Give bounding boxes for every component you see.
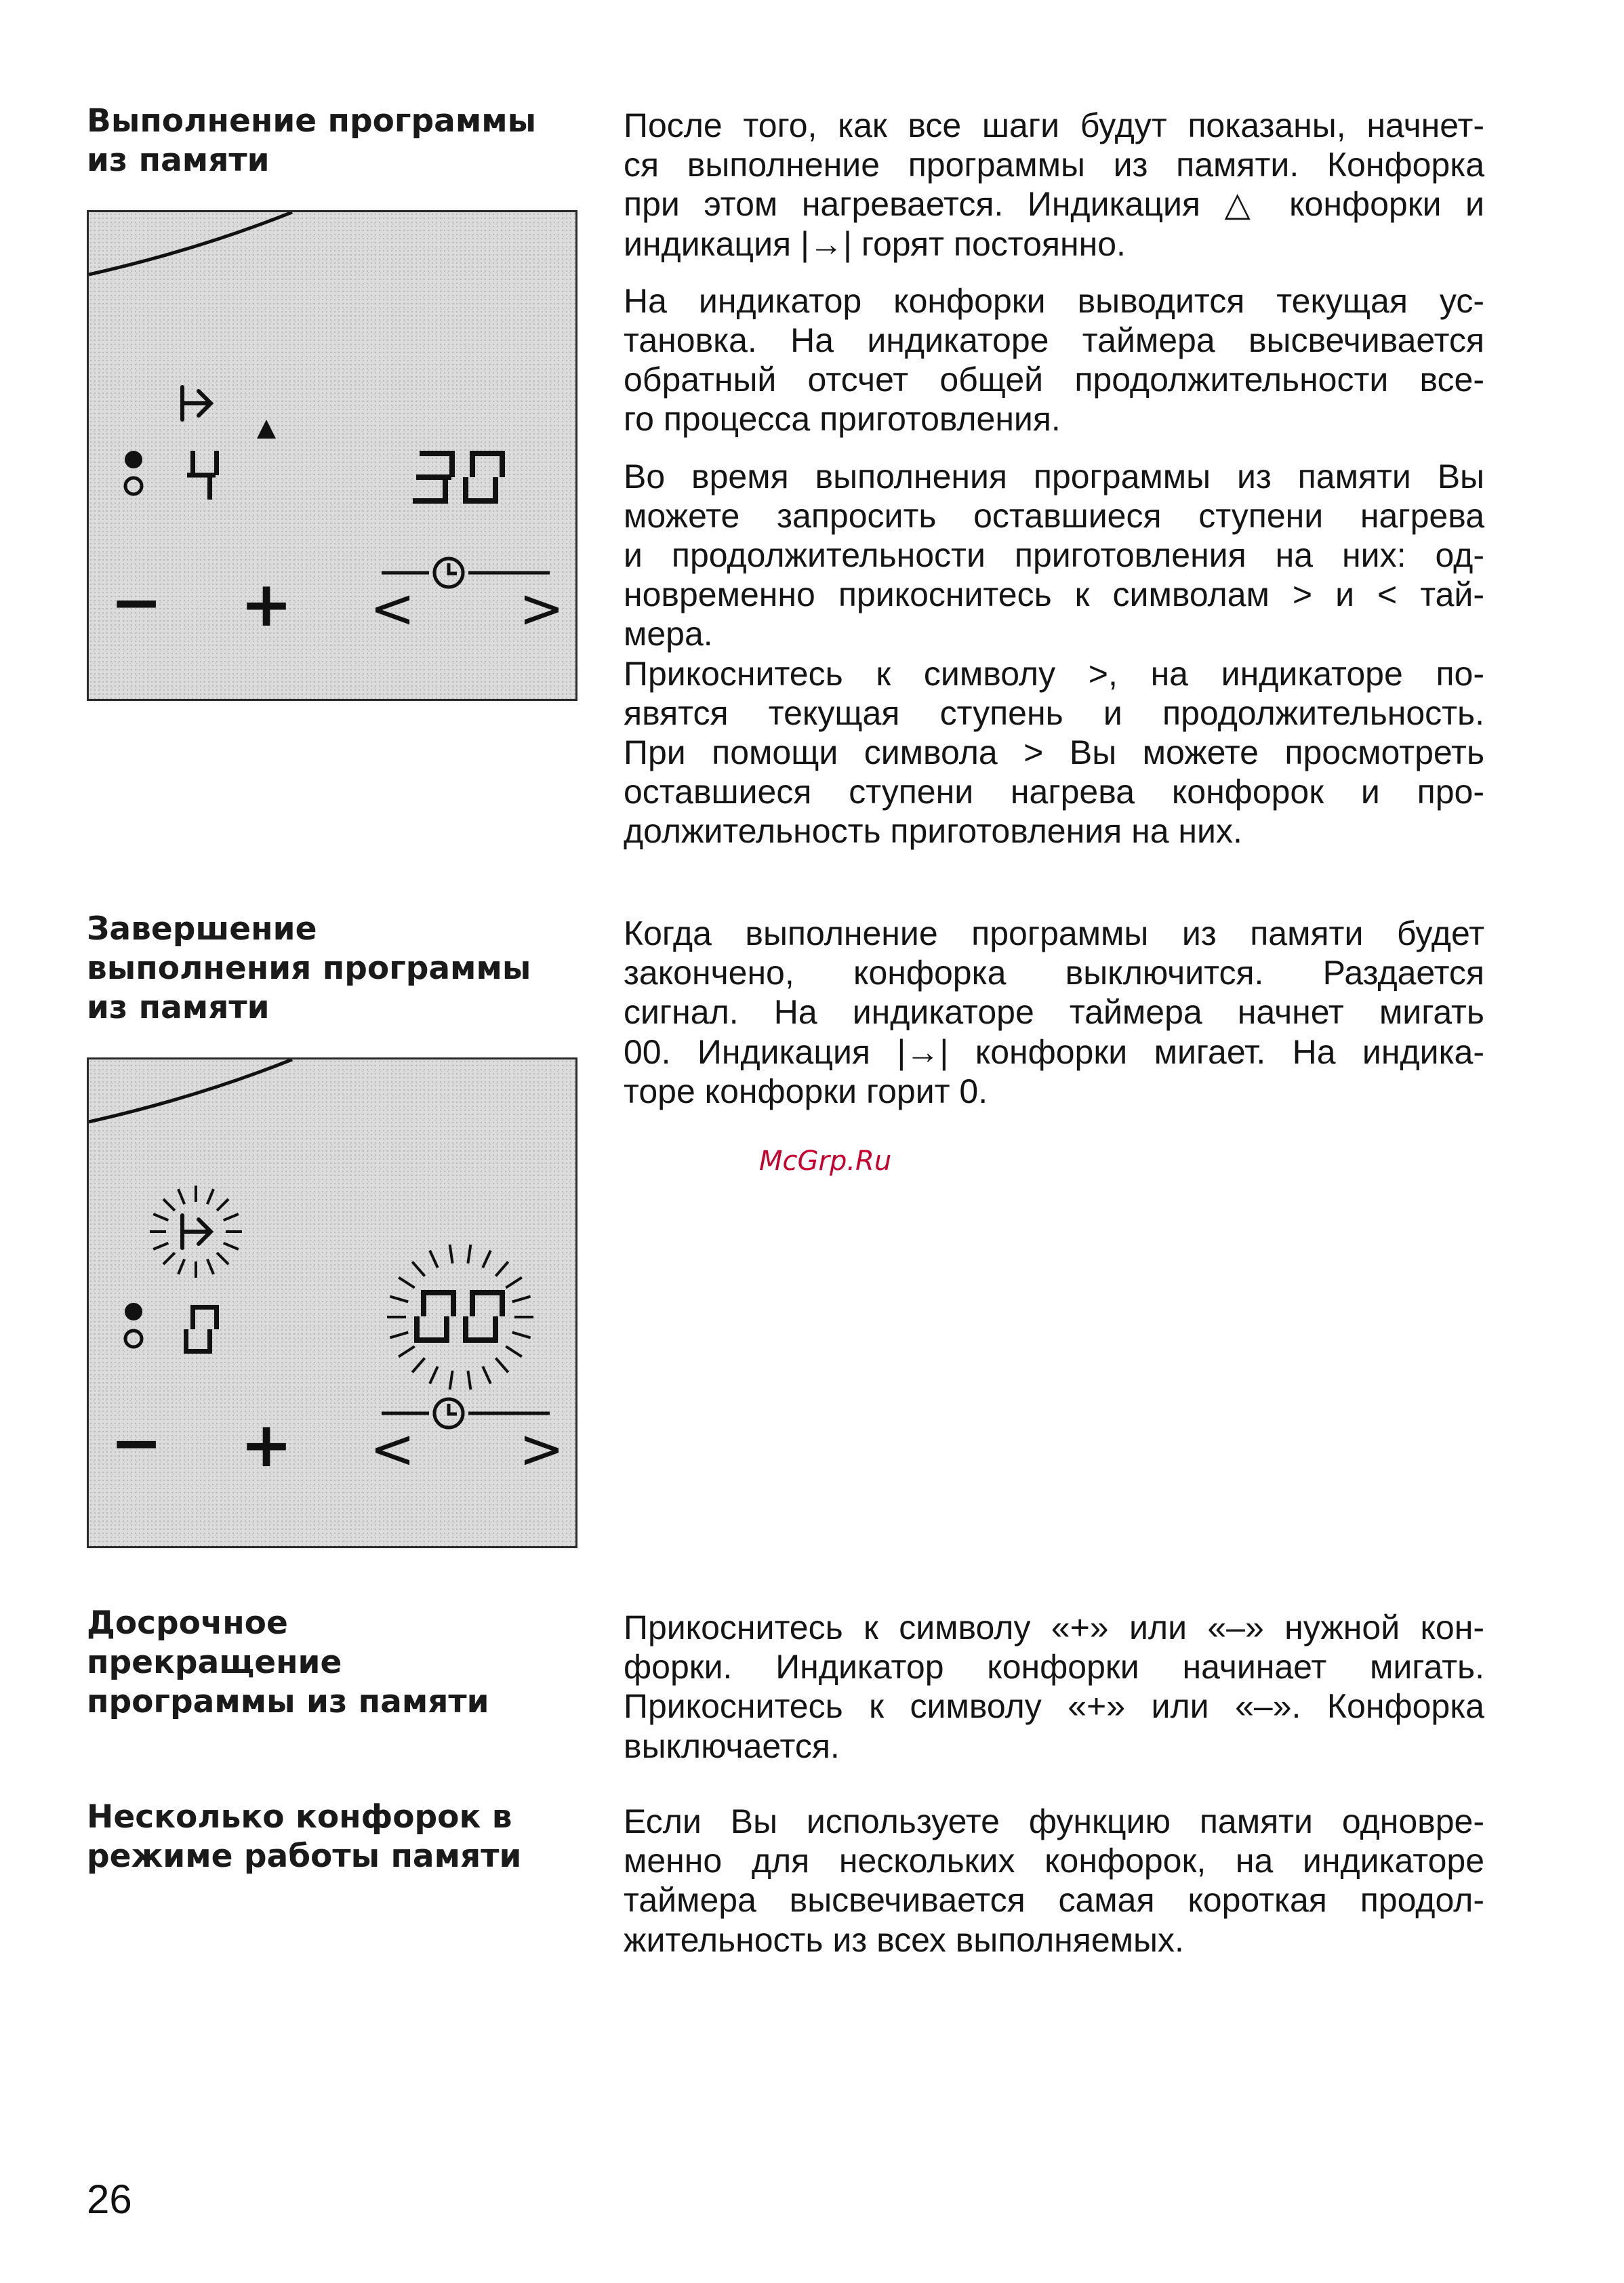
control-panel-finished xyxy=(87,1057,577,1548)
burner-dots xyxy=(125,451,142,494)
section-text-program-end xyxy=(624,914,1484,1111)
section-heading-memory-program-run: Выполнение программы из памяти xyxy=(87,102,537,179)
display-segment xyxy=(190,451,195,475)
text-line: обратный отсчет общей продолжительности все- xyxy=(624,361,1484,399)
text-line: Когда выполнение программы из памяти будет xyxy=(624,914,1484,952)
minus-button[interactable]: − xyxy=(110,1407,163,1479)
text-line: таймера высвечивается самая короткая продол- xyxy=(624,1881,1484,1920)
text-line: торе конфорки горит 0. xyxy=(624,1072,988,1110)
text-line: при этом нагревается. Индикация △ конфорки и xyxy=(624,185,1484,224)
text-line: должительность приготовления на них. xyxy=(624,812,1242,851)
text-line: После того, как все шаги будут показаны, начнет- xyxy=(624,106,1484,144)
watermark: McGrp.Ru xyxy=(759,1146,892,1177)
text-line: Прикоснитесь к символу >, на индикаторе по- xyxy=(624,654,1484,693)
section-text-memory-program-run xyxy=(624,106,1484,851)
blink-ray xyxy=(512,1333,531,1338)
text-line: Во время выполнения программы из памяти Вы xyxy=(624,457,1484,496)
blink-ray xyxy=(390,1297,408,1302)
text-line: форки. Индикатор конфорки начинает мигать. xyxy=(624,1648,1484,1686)
timer-right-button[interactable]: > xyxy=(519,577,565,640)
plus-button[interactable]: + xyxy=(240,1409,293,1481)
text-line: менно для нескольких конфорок, на индикаторе xyxy=(624,1842,1484,1880)
blink-ray xyxy=(468,1371,470,1390)
display-segment xyxy=(470,1290,475,1316)
display-segment xyxy=(449,451,455,477)
timer-left-button[interactable]: < xyxy=(369,577,415,640)
blink-ray xyxy=(506,1346,522,1356)
blink-ray xyxy=(450,1245,453,1264)
blink-ray xyxy=(217,1253,228,1264)
display-segment xyxy=(184,1329,188,1354)
section-text-early-stop xyxy=(624,1608,1484,1766)
section-heading-early-stop: Досрочное прекращение программы из памяти xyxy=(87,1604,489,1720)
blink-ray xyxy=(495,1358,508,1372)
timer-digit-display xyxy=(414,1290,505,1343)
display-segment xyxy=(421,1290,426,1316)
cooktop-zone-arc xyxy=(89,212,292,275)
blink-ray xyxy=(390,1333,408,1338)
blink-ray xyxy=(217,1199,228,1211)
display-segment xyxy=(214,1305,219,1329)
section-text-multiple-burners xyxy=(624,1802,1484,1960)
blink-ray xyxy=(207,1189,214,1204)
section-heading-program-end: Завершение выполнения программы из памяти xyxy=(87,910,531,1026)
display-segment xyxy=(414,1316,420,1343)
text-line: тановка. На индикаторе таймера высвечивается xyxy=(624,321,1484,360)
text-line: жительность из всех выполняемых. xyxy=(624,1920,1184,1959)
display-segment xyxy=(500,1290,505,1316)
text-line: явятся текущая ступень и продолжительность. xyxy=(624,693,1484,732)
timer-digit-display xyxy=(413,451,505,504)
control-panel-drawing xyxy=(89,1059,575,1546)
display-segment xyxy=(500,451,505,477)
blink-ray xyxy=(412,1261,424,1276)
timer-right-button[interactable]: > xyxy=(519,1417,565,1480)
program-icon xyxy=(182,1215,211,1248)
text-line: Прикоснитесь к символу «+» или «–». Конфорка xyxy=(624,1687,1484,1726)
text-line xyxy=(624,439,1484,457)
display-segment xyxy=(451,1290,456,1316)
blink-ray xyxy=(399,1346,415,1356)
text-line xyxy=(624,264,1484,281)
display-segment xyxy=(190,1305,195,1329)
text-line: индикация |→| горят постоянно. xyxy=(624,224,1126,263)
blink-ray xyxy=(495,1261,508,1276)
text-line: новременно прикоснитесь к символам > и < тай- xyxy=(624,575,1484,614)
burner-dots xyxy=(125,1303,142,1347)
minus-button[interactable]: − xyxy=(110,566,163,639)
blink-ray xyxy=(468,1245,470,1264)
text-line: Прикоснитесь к символу «+» или «–» нужной кон- xyxy=(624,1609,1484,1646)
blink-ray xyxy=(430,1367,438,1383)
blink-ray xyxy=(412,1358,424,1372)
display-segment xyxy=(413,498,448,504)
display-segment xyxy=(470,451,475,477)
blink-ray xyxy=(207,1259,214,1274)
blink-ray xyxy=(178,1189,184,1204)
text-line: сигнал. На индикаторе таймера начнет мигать xyxy=(624,993,1484,1032)
text-line: ся выполнение программы из памяти. Конфорка xyxy=(624,146,1484,184)
blink-ray xyxy=(399,1278,415,1288)
blink-ray xyxy=(430,1251,438,1268)
blink-ray xyxy=(512,1297,531,1302)
blink-ray xyxy=(483,1251,491,1268)
text-line: можете запросить оставшиеся ступени нагрева xyxy=(624,496,1484,535)
heat-up-triangle-icon xyxy=(257,420,276,439)
text-line: го процесса приготовления. xyxy=(624,400,1061,439)
text-line: На индикатор конфорки выводится текущая ус- xyxy=(624,281,1484,320)
timer-left-button[interactable]: < xyxy=(369,1417,415,1480)
blink-ray xyxy=(153,1243,168,1249)
burner-digit-display xyxy=(184,1305,219,1354)
page-number: 26 xyxy=(87,2177,132,2222)
blink-rays-timer xyxy=(387,1245,533,1390)
blink-ray xyxy=(506,1278,522,1288)
display-segment xyxy=(207,475,212,500)
burner-digit-display xyxy=(187,451,219,500)
section-heading-multiple-burners: Несколько конфорок в режиме работы памяти xyxy=(87,1798,522,1875)
plus-button[interactable]: + xyxy=(240,568,293,641)
text-line: мера. xyxy=(624,615,713,653)
control-panel-drawing xyxy=(89,212,575,699)
blink-ray xyxy=(450,1371,453,1390)
display-segment xyxy=(463,1316,468,1343)
text-line: 00. Индикация |→| конфорки мигает. На индика- xyxy=(624,1032,1484,1071)
blink-ray xyxy=(178,1259,184,1274)
text-line: оставшиеся ступени нагрева конфорок и про- xyxy=(624,773,1484,811)
blink-ray xyxy=(483,1367,491,1383)
blink-ray xyxy=(163,1199,175,1211)
blink-ray xyxy=(153,1214,168,1220)
text-line: и продолжительности приготовления на них: од- xyxy=(624,536,1484,575)
display-segment xyxy=(463,477,468,504)
text-line: закончено, конфорка выключится. Раздается xyxy=(624,954,1484,992)
text-line: При помощи символа > Вы можете просмотреть xyxy=(624,733,1484,772)
control-panel-running xyxy=(87,210,577,701)
display-segment xyxy=(214,451,219,475)
text-line: выключается. xyxy=(624,1726,840,1765)
blink-ray xyxy=(224,1214,239,1220)
program-icon xyxy=(182,387,211,420)
blink-ray xyxy=(163,1253,175,1264)
cooktop-zone-arc xyxy=(89,1059,292,1122)
text-line: Если Вы используете функцию памяти одновре- xyxy=(624,1802,1484,1840)
blink-ray xyxy=(224,1243,239,1249)
